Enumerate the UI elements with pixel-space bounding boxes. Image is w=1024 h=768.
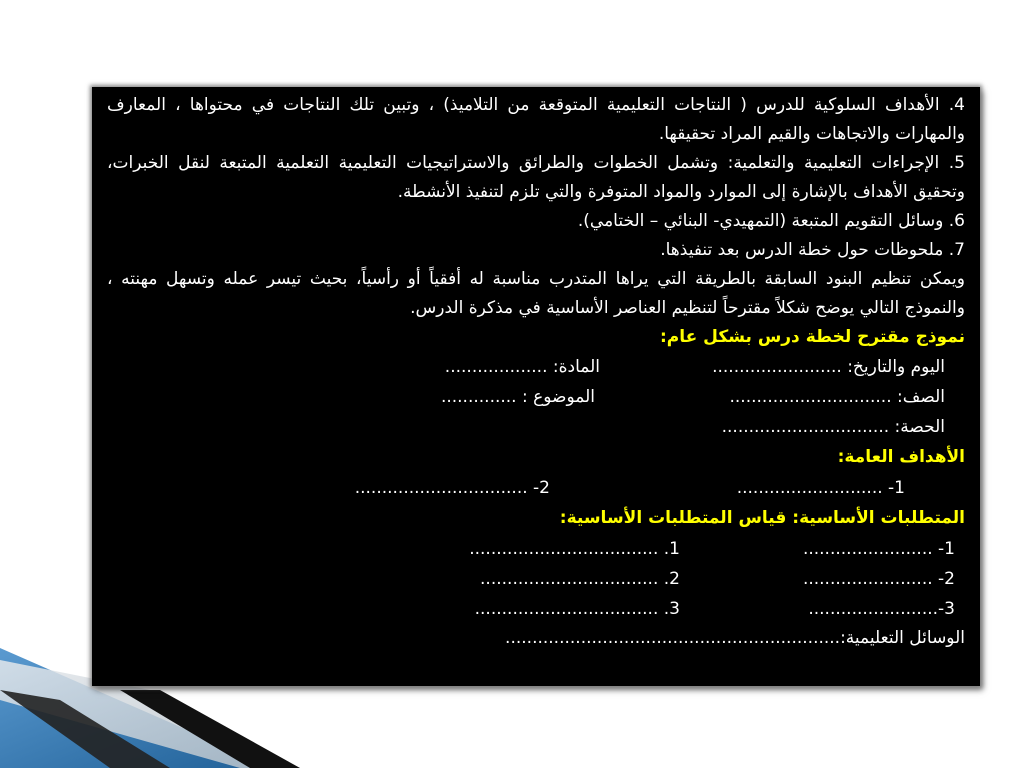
- period-field: الحصة: ...............................: [721, 417, 945, 437]
- prerequisite-measure-item: 2. .................................: [480, 569, 680, 589]
- class-field: الصف: ..............................: [729, 387, 945, 407]
- prerequisite-measure-item: 1. ...................................: [469, 539, 680, 559]
- topic-field: الموضوع : ..............: [440, 387, 595, 407]
- prerequisite-row-3: [107, 594, 965, 624]
- prerequisite-item-left: 1- ........................: [802, 539, 955, 559]
- form-row-class-topic: [107, 382, 965, 412]
- day-date-field: اليوم والتاريخ: ........................: [712, 357, 945, 377]
- paragraph-intro: ويمكن تنظيم البنود السابقة بالطريقة التي يراها المتدرب مناسبة له أفقياً أو رأسياً، بحيث تيسر عمله وتسهل مهنته ، والنموذج التالي يوضح شكلاً مقترحاً لتنظيم العناصر الأساسية في مذكرة الدرس.: [107, 269, 965, 318]
- form-row-day-subject: [107, 352, 965, 382]
- general-goal-item-1: 1- ...........................: [736, 478, 905, 498]
- paragraph-item-6: 6. وسائل التقويم المتبعة (التمهيدي- البنائي – الختامي).: [577, 211, 965, 231]
- paragraph-item-5: 5. الإجراءات التعليمية والتعلمية: وتشمل الخطوات والطرائق والاستراتيجيات التعليمية التعلمية المتبعة لنقل الخبرات، وتحقيق الأهداف بالإشارة إلى الموارد والمواد المتوفرة والتي تلزم لتنفيذ الأنشطة.: [107, 153, 965, 202]
- content-box: [92, 87, 980, 686]
- paragraph-item-4: 4. الأهداف السلوكية للدرس ( النتاجات التعليمية المتوقعة من التلاميذ) ، وتبين تلك النتاجات في محتواها ، المعارف والمهارات والاتجاهات والقيم المراد تحقيقها.: [107, 95, 965, 144]
- prerequisite-row-2: [107, 564, 965, 594]
- subject-field: المادة: ...................: [444, 357, 600, 377]
- paragraph-item-7: 7. ملحوظات حول خطة الدرس بعد تنفيذها.: [660, 240, 965, 260]
- model-heading: نموذج مقترح لخطة درس بشكل عام:: [659, 327, 965, 347]
- prerequisite-item-left: 2- ........................: [802, 569, 955, 589]
- prerequisite-measure-item: 3. ..................................: [474, 599, 680, 619]
- prerequisites-heading: المتطلبات الأساسية: قياس المتطلبات الأساسية:: [559, 508, 965, 528]
- prerequisite-row-1: [107, 534, 965, 564]
- general-goal-item-2: 2- ................................: [354, 478, 550, 498]
- teaching-aids-line: الوسائل التعليمية:..............................................................: [505, 628, 965, 648]
- prerequisite-item-left: 3-........................: [808, 599, 955, 619]
- general-goals-heading: الأهداف العامة:: [837, 447, 965, 467]
- general-goals-row: [107, 473, 965, 503]
- form-row-period: [107, 412, 965, 442]
